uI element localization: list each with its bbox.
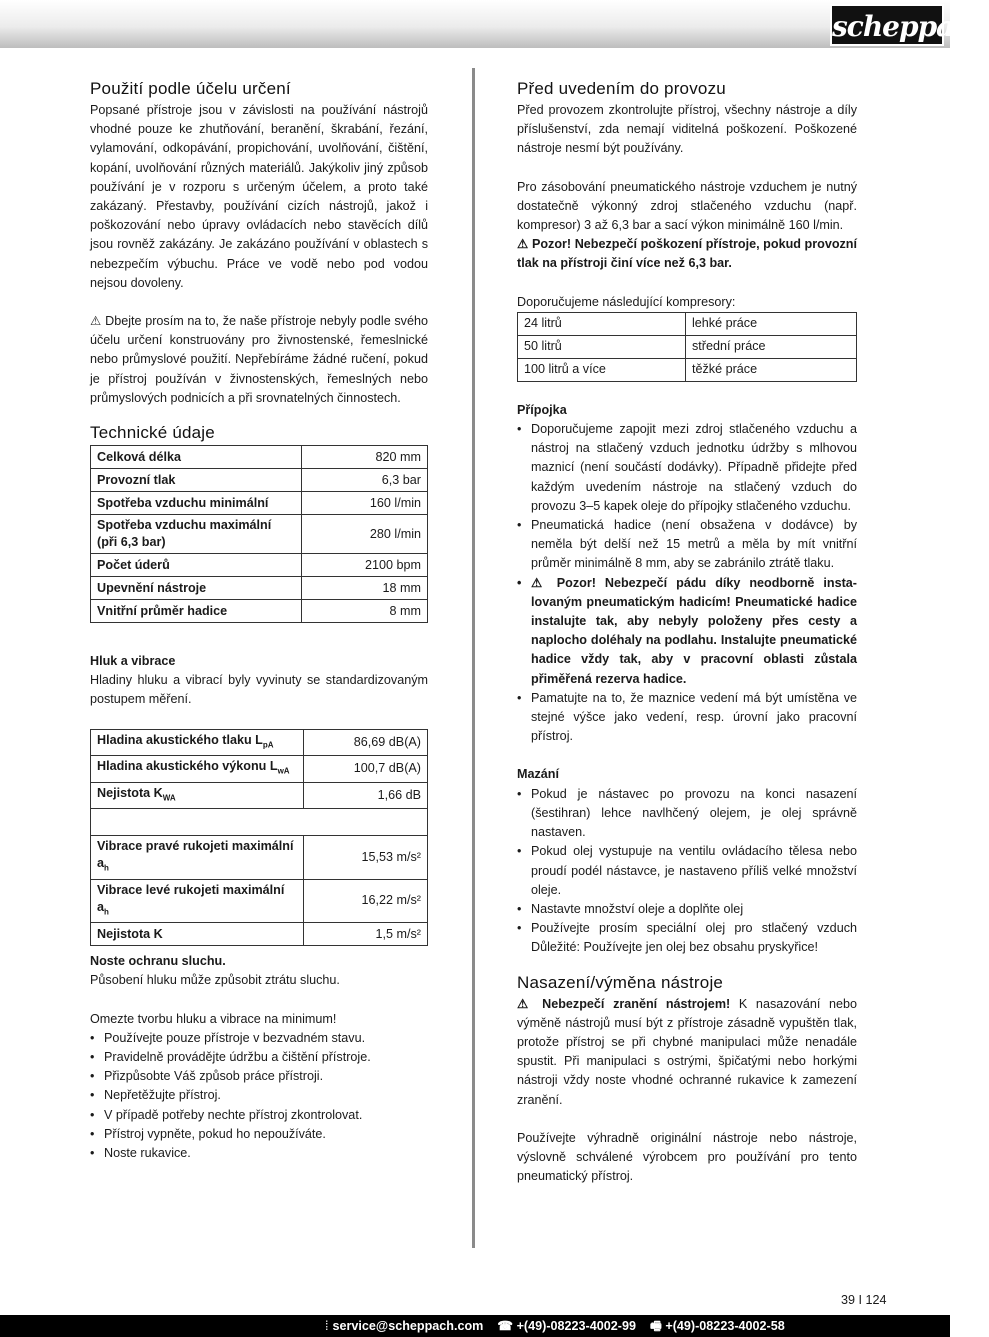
table-row: 50 litrů střední práce	[518, 335, 857, 358]
tool-warning: ⚠ Nebezpečí zranění nástrojem! K nasazování nebo výměně nástrojů musí být z přístroje zásadně vypuštěn tlak, protože přístroj se při chybné manipulaci může nenadále spustit. Při manipulaci s ostrými, špičatými nebo horkými nástroji vždy noste vhodné ochranné rukavice k zamezení zranění.	[517, 996, 858, 1107]
list-item: • Používejte pouze přístroje v bezvadném stavu.	[90, 1029, 428, 1048]
list-item: • Pokud je nástavec po provozu na konci nasazení (šestihran) lehce navlhčený olejem, je olej správně nastaven.	[517, 785, 857, 843]
table-row: Celková délka 820 mm	[91, 446, 428, 469]
table-row: Upevnění nástroje 18 mm	[91, 577, 428, 600]
list-item: • Používejte prosím speciální olej pro stlačený vzduch Důležité: Používejte jen olej bez obsahu pryskyřice!	[517, 919, 857, 957]
table-row: Spotřeba vzduchu minimální 160 l/min	[91, 492, 428, 515]
tech-table	[90, 445, 428, 623]
table-row: Vibrace levé rukojeti maximální $a_h$ 16,22 m/s²	[91, 879, 428, 923]
hearing-text: Působení hluku může způsobit ztrátu sluchu.	[90, 973, 340, 988]
list-item: • Pravidelně provádějte údržbu a čištění přístroje.	[90, 1048, 428, 1067]
tech-title: Technické údaje	[90, 423, 215, 443]
start-title: Před uvedením do provozu	[517, 79, 726, 98]
page-number: 39 I 124	[841, 1293, 887, 1307]
brand-logo: scheppach	[830, 4, 944, 46]
minimize-list	[90, 1029, 428, 1163]
list-item: • Pneumatická hadice (není obsažena v dodávce) by neměla být delší než 15 metrů a měla by mít vnitřní průměr minimálně 8 mm, aby se zabránilo ztrátě tlaku.	[517, 516, 857, 574]
footer-fax[interactable]: +(49)-08223-4002-58	[665, 1319, 785, 1333]
warning-icon: ⚠	[531, 575, 548, 590]
table-row: 24 litrů lehké práce	[518, 312, 857, 335]
footer-email[interactable]: service@scheppach.com	[332, 1319, 484, 1333]
table-row: Spotřeba vzduchu maximální (při 6,3 bar) 280 l/min	[91, 515, 428, 554]
minimize-text: Omezte tvorbu hluku a vibrace na minimum!	[90, 1011, 337, 1026]
list-item: • V případě potřeby nechte přístroj zkontrolovat.	[90, 1106, 428, 1125]
table-row: Počet úderů 2100 bpm	[91, 554, 428, 577]
fax-icon: 🖷	[649, 1319, 662, 1333]
left-column	[90, 78, 428, 1163]
noise-text: Hladiny hluku a vibrací byly vyvinuty se standardizovaným postupem měření.	[90, 673, 428, 707]
list-item: • Doporučujeme zapojit mezi zdroj stlačeného vzduchu a nástroj na stlačený vzduch jednotku údržby s mlhovou maznicí (není součástí dodávky). Případně přidejte před každým uvedením nástroje na stlačený vzduch do provozu 3–5 kapek oleje do přípojky stlačeného vzduchu.	[517, 420, 857, 516]
noise-title: Hluk a vibrace	[90, 654, 176, 669]
table-row: Hladina akustického tlaku $L_{pA}$ 86,69 dB(A)	[91, 729, 428, 756]
list-item: • Přístroj vypněte, pokud ho nepoužíváte.	[90, 1125, 428, 1144]
table-row-empty	[91, 809, 428, 836]
use-text: Popsané přístroje jsou v závislosti na používání nástrojů vhodné pouze ke zhutňování, beranění, škrabání, řezání, vylamování, odkopávání, propichování, uvolňování, čištění, kopání, uvolňování různých materiálů. Jakýkoliv jiný způsob používání je v rozporu s určeným účelem, a proto také zakázaný. Přestavby, používání cizích nástrojů, jakož i poškozování nebo úpravy ovládacích nebo stavěcích dílů jsou rovněž zakázány. Je zakázáno používání v oblastech s nebezpečím výbuchu. Práce ve vodě nebo pod vodou nejsou dovoleny.	[90, 103, 428, 290]
header-bar	[0, 0, 950, 48]
list-item: • Nepřetěžujte přístroj.	[90, 1086, 428, 1105]
table-row: 100 litrů a více těžké práce	[518, 358, 857, 381]
compressor-table	[517, 312, 857, 382]
use-warning-text: Dbejte prosím na to, že naše přístroje nebyly podle svého účelu určení konstruovány pro živnostenské, řemeslnické nebo průmyslové použití. Nepřebíráme žádné ručení, pokud je přístroj používán v živnostenských, řemeslných nebo průmyslových podnicích a při srovnatelných činnostech.	[90, 314, 428, 405]
list-item: • Nastavte množství oleje a doplňte olej	[517, 900, 857, 919]
list-item: • Přizpůsobte Váš způsob práce přístroji.	[90, 1067, 428, 1086]
table-row: Provozní tlak 6,3 bar	[91, 469, 428, 492]
start-text-2: Pro zásobování pneumatického nástroje vzduchem je nutný dostatečně výkonný zdroj stlačeného vzduchu (např. kompresor) 3 až 6,3 bar a sací výkon minimálně 160 l/min.	[517, 179, 857, 233]
footer-bar: ⁞ service@scheppach.com ☎ +(49)-08223-4002-99 🖷 +(49)-08223-4002-58	[0, 1315, 950, 1337]
table-row: Vibrace pravé rukojeti maximální $a_h$ 15,53 m/s²	[91, 836, 428, 880]
table-row: Nejistota K 1,5 m/s²	[91, 923, 428, 946]
connection-title: Přípojka	[517, 402, 567, 417]
warning-icon: ⚠	[517, 237, 529, 252]
tool-title: Nasazení/výměna nástroje	[517, 972, 724, 992]
start-text-1: Před provozem zkontrolujte přístroj, všechny nástroje a díly příslušenství, zda nemají viditelná poškození. Poškozené nástroje nesmí být používány.	[517, 103, 857, 156]
use-title: Použití podle účelu určení	[90, 79, 291, 98]
table-row: Nejistota $K_{WA}$ 1,66 dB	[91, 782, 428, 809]
list-item: • Pamatujte na to, že maznice vedení má být umístěna ve stejné výšce jako vedení, resp. úrovní jako pracovní přístroj.	[517, 689, 857, 747]
lube-title: Mazání	[517, 767, 559, 782]
noise-table	[90, 729, 428, 947]
warning-icon: ⚠	[90, 314, 102, 329]
list-item: • Pokud olej vystupuje na ventilu ovládacího tělesa nebo proudí podél nástavce, je nastaveno příliš velké množství oleje.	[517, 842, 857, 900]
list-item-warning: • ⚠ Pozor! Nebezpečí pádu díky neodborně instalovaným pneumatickým hadicím! Pneumatické hadice instalujte tak, aby nebyly položeny přes cesty a naplocho doléhaly na podlahu. Instalujte pneumatické hadice vždy tak, aby v pracovní oblasti zůstala přiměřená rezerva hadice.	[517, 574, 857, 689]
warning-icon: ⚠	[517, 996, 534, 1011]
start-warning: ⚠ Pozor! Nebezpečí poškození přístroje, pokud provozní tlak na přístroji činí více než 6,3 bar.	[517, 237, 857, 271]
lube-list	[517, 785, 857, 958]
hearing-title: Noste ochranu sluchu.	[90, 954, 226, 969]
use-warning	[90, 312, 428, 408]
table-row: Hladina akustického výkonu $L_{wA}$ 100,7 dB(A)	[91, 756, 428, 783]
column-divider	[472, 68, 475, 1248]
tool-text-2: Používejte výhradně originální nástroje nebo nástroje, výslovně schválené výrobcem pro používání pro tento pneumatický přístroj.	[517, 1130, 857, 1184]
compressor-intro: Doporučujeme následující kompresory:	[517, 294, 736, 309]
footer-phone[interactable]: +(49)-08223-4002-99	[516, 1319, 636, 1333]
right-column	[517, 78, 857, 1186]
list-item: • Noste rukavice.	[90, 1144, 428, 1163]
table-row: Vnitřní průměr hadice 8 mm	[91, 600, 428, 623]
phone-icon: ☎	[497, 1319, 514, 1333]
connection-list	[517, 420, 857, 746]
